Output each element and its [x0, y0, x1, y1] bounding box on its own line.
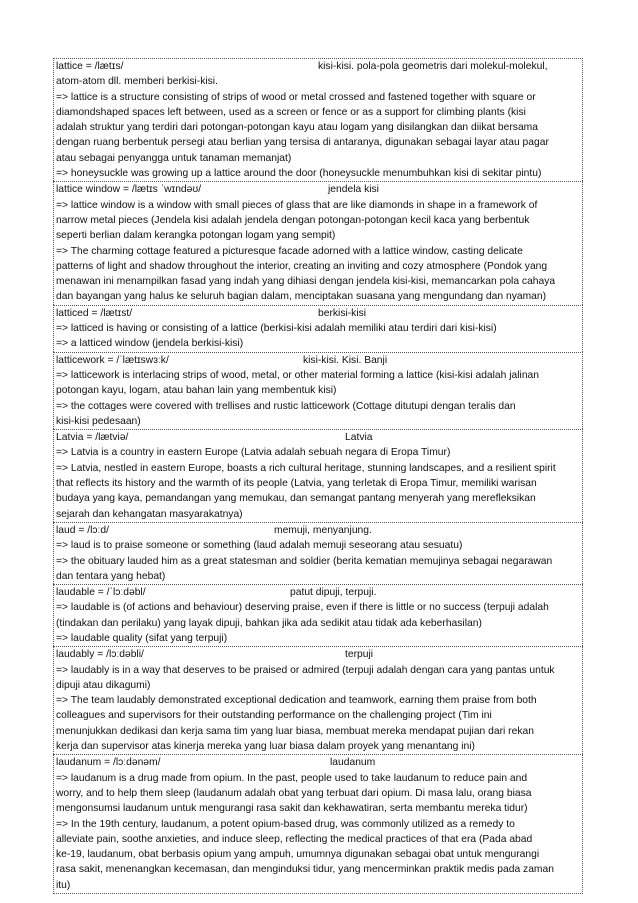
dictionary-page [53, 58, 583, 894]
text-line: => laudanum is a drug made from opium. In the past, people used to take laudanum to reduce pain and [56, 772, 528, 784]
text-line: ke-19, laudanum, obat berbasis opium yang ampuh, umumnya digunakan sebagai obat untuk mengurangi [56, 849, 540, 861]
meaning: kisi-kisi. Kisi. Banji [303, 354, 388, 366]
text-line: => lattice is a structure consisting of strips of wood or metal crossed and fastened together with square or [56, 91, 536, 103]
entry-laudanum [53, 754, 583, 894]
text-line: colleagues and supervisors for their outstanding performance on the challenging project (Tim ini [56, 710, 492, 722]
text-line: budaya yang kaya, pemandangan yang memukau, dan semangat pantang menyerah yang merefleksikan [56, 493, 536, 505]
text-line: rasa sakit, menenangkan kecemasan, dan menginduksi tidur, yang mencerminkan praktik medis pada zaman [56, 864, 554, 876]
term: lattice = /lætɪs/ [56, 61, 124, 72]
meaning: Latvia [345, 432, 373, 444]
meaning: patut dipuji, terpuji. [290, 587, 377, 599]
text-line: seperti berlian dalam kerangka potongan logam yang sempit) [56, 230, 336, 242]
text-line: that reflects its history and the warmth of its people (Latvia, yang terletak di Eropa Timur, memiliki warisan [56, 478, 537, 490]
entry-latvia [53, 429, 583, 522]
text-line: patterns of light and shadow throughout the interior, creating an inviting and cozy atmosphere (Pondok yang [56, 260, 548, 272]
term: laudable = /ˈlɔːdəbl/ [56, 587, 146, 599]
term: latticework = /ˈlætɪswɜːk/ [56, 354, 169, 366]
text-line: atom-atom dll. memberi berkisi-kisi. [56, 76, 218, 88]
term: Latvia = /lætviə/ [56, 432, 129, 444]
entry-laudable [53, 584, 583, 646]
text-line: => honeysuckle was growing up a lattice around the door (honeysuckle menumbuhkan kisi di sekitar pintu) [56, 168, 542, 180]
term: laudably = /lɔːdəbli/ [56, 649, 144, 661]
entry-lattice [53, 58, 583, 181]
text-line: alleviate pain, soothe anxieties, and induce sleep, reflecting the medical practices of that era (Pada abad [56, 833, 533, 845]
meaning: terpuji [345, 649, 374, 661]
term: latticed = /lætɪst/ [56, 307, 133, 319]
meaning: jendela kisi [328, 184, 379, 196]
text-line: kisi-kisi pedesaan) [56, 415, 141, 427]
text-line: adalah struktur yang terdiri dari potongan-potongan kayu atau logam yang disilangkan dan diikat bersama [56, 122, 538, 134]
text-line: => latticework is interlacing strips of wood, metal, or other material forming a lattice (kisi-kisi adalah jalinan [56, 369, 540, 381]
text-line: => the cottages were covered with trellises and rustic latticework (Cottage ditutupi dengan teralis dan [56, 400, 516, 412]
text-line: => The charming cottage featured a picturesque facade adorned with a lattice window, casting delicate [56, 245, 523, 257]
text-line: => The team laudably demonstrated exceptional dedication and teamwork, earning them praise from both [56, 695, 537, 707]
meaning: laudanum [330, 757, 376, 769]
term: laudanum = /lɔːdənəm/ [56, 757, 161, 769]
text-line: => laudable quality (sifat yang terpuji) [56, 632, 228, 644]
entry-lattice-window [53, 181, 583, 304]
text-line: kerja dan supervisor atas kinerja mereka yang luar biasa dalam proyek yang menantang ini) [56, 741, 475, 753]
text-line: => laud is to praise someone or something (laud adalah memuji seseorang atau sesuatu) [56, 540, 463, 552]
text-line: dan tentara yang hebat) [56, 570, 166, 582]
entry-latticework [53, 352, 583, 429]
text-line: => latticed is having or consisting of a lattice (berkisi-kisi adalah memiliki atau terdiri dari kisi-kisi) [56, 323, 497, 335]
text-line: atau sebagai penyangga untuk tanaman memanjat) [56, 152, 292, 164]
text-line: mengonsumsi laudanum untuk mengurangi rasa sakit dan kekhawatiran, serta membantu mereka tidur) [56, 803, 528, 815]
meaning: memuji, menyanjung. [274, 524, 372, 536]
text-line: menawan ini menampilkan fasad yang indah yang dihiasi dengan jendela kisi-kisi, memancarkan pola cahaya [56, 276, 556, 288]
text-line: dan bayangan yang halus ke seluruh bagian dalam, menciptakan suasana yang mengundang dan nyaman) [56, 291, 547, 303]
text-line: => lattice window is a window with small pieces of glass that are like diamonds in shape in a framework of [56, 199, 538, 211]
entry-laud [53, 522, 583, 584]
text-line: dengan ruang berbentuk persegi atau berlian yang tersisa di antaranya, digunakan sebagai layar atau pagar [56, 137, 549, 149]
text-line: => a latticed window (jendela berkisi-kisi) [56, 338, 244, 350]
text-line: sejarah dan kehangatan masyarakatnya) [56, 508, 243, 520]
text-line: potongan kayu, logam, atau bahan lain yang membentuk kisi) [56, 385, 337, 397]
entry-laudably [53, 646, 583, 754]
text-line: => laudable is (of actions and behaviour) deserving praise, even if there is little or no success (terpuji adalah [56, 602, 549, 614]
text-line: => Latvia is a country in eastern Europe (Latvia adalah sebuah negara di Eropa Timur) [56, 447, 451, 459]
text-line: => laudably is in a way that deserves to be praised or admired (terpuji adalah dengan cara yang pantas untuk [56, 664, 555, 676]
text-line: => the obituary lauded him as a great statesman and soldier (berita kematian memujinya sebagai negarawan [56, 555, 553, 567]
term: laud = /lɔːd/ [56, 524, 109, 536]
text-line: => In the 19th century, laudanum, a potent opium-based drug, was commonly utilized as a remedy to [56, 818, 515, 830]
text-line: narrow metal pieces (Jendela kisi adalah jendela dengan potongan-potongan kecil kaca yang berbentuk [56, 214, 530, 226]
text-line: worry, and to help them sleep (laudanum adalah obat yang terbuat dari opium. Di masa lalu, orang biasa [56, 787, 532, 799]
text-line: => Latvia, nestled in eastern Europe, boasts a rich cultural heritage, stunning landscapes, and a resilient spirit [56, 462, 556, 474]
term: lattice window = /lætɪs ˈwɪndəʊ/ [56, 184, 202, 196]
text-line: diamondshaped spaces left between, used as a screen or fence or as a support for climbing plants (kisi [56, 106, 526, 118]
text-line: menunjukkan dedikasi dan kerja sama tim yang luar biasa, membuat mereka mendapat pujian dari rekan [56, 725, 534, 737]
text-line: (tindakan dan perilaku) yang layak dipuji, bahkan jika ada sedikit atau tidak ada keberhasilan) [56, 617, 482, 629]
meaning: berkisi-kisi [318, 307, 367, 319]
text-line: itu) [56, 879, 71, 891]
entry-latticed [53, 305, 583, 352]
text-line: dipuji atau dikagumi) [56, 679, 151, 691]
meaning: kisi-kisi. pola-pola geometris dari molekul-molekul, [318, 61, 548, 72]
